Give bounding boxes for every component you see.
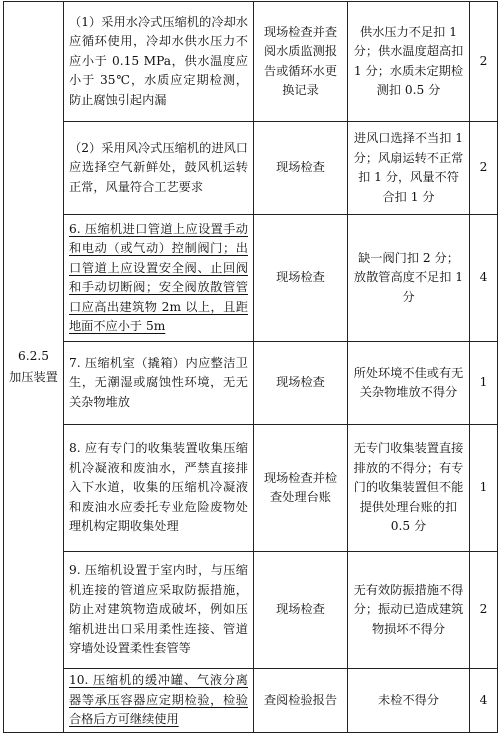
table-row [4, 215, 498, 342]
requirement-content [64, 215, 254, 342]
requirement-content: （1）采用水冷式压缩机的冷却水应循环使用，冷却水供水压力不应小于 0.15 MPa，供水温度应小于 35℃，水质应定期检测，防止腐蚀引起内漏 [64, 2, 254, 122]
inspection-method: 现场检查 [254, 122, 348, 215]
scoring-criteria: 无专门收集装置直接排放的不得分；有专门的收集装置但不能提供处理台账的扣 0.5 分 [348, 425, 470, 552]
inspection-method: 现场检查并检查处理台账 [254, 425, 348, 552]
table-row [4, 122, 498, 215]
section-cell [4, 2, 64, 733]
inspection-method: 现场检查 [254, 215, 348, 342]
score-value: 1 [470, 342, 498, 425]
scoring-criteria: 未检不得分 [348, 669, 470, 733]
requirement-text: 6. 压缩机进口管道上应设置手动和电动（或气动）控制阀门；出口管道上应设置安全阀、止回阀和手动切断阀；安全阀放散管管口应高出建筑物 2m 以上，且距地面不应小于 5m [69, 221, 248, 333]
scoring-criteria: 供水压力不足扣 1 分；供水温度超高扣 1 分；水质未定期检测扣 0.5 分 [348, 2, 470, 122]
table-row [4, 2, 498, 122]
score-value: 2 [470, 552, 498, 669]
score-value: 4 [470, 215, 498, 342]
requirement-content: 7. 压缩机室（撬箱）内应整洁卫生，无潮湿或腐蚀性环境，无无关杂物堆放 [64, 342, 254, 425]
scoring-criteria: 进风口选择不当扣 1 分；风扇运转不正常扣 1 分，风量不符合扣 1 分 [348, 122, 470, 215]
requirement-content: 9. 压缩机设置于室内时，与压缩机连接的管道应采取防振措施，防止对建筑物造成破坏，例如压缩机进出口采用柔性连接、管道穿墙处设置柔性套管等 [64, 552, 254, 669]
score-value: 1 [470, 425, 498, 552]
table-row [4, 552, 498, 669]
section-code: 6.2.5 [17, 348, 49, 363]
table-row [4, 342, 498, 425]
scoring-criteria: 无有效防振措施不得分；振动已造成建筑物损坏不得分 [348, 552, 470, 669]
scoring-criteria: 缺一阀门扣 2 分；放散管高度不足扣 1 分 [348, 215, 470, 342]
inspection-method: 现场检查 [254, 342, 348, 425]
inspection-method: 现场检查并查阅水质监测报告或循环水更换记录 [254, 2, 348, 122]
requirement-text: 10. 压缩机的缓冲罐、气液分离器等承压容器应定期检验，检验合格后方可继续使用 [69, 673, 248, 726]
evaluation-table [3, 1, 498, 733]
inspection-method: 查阅检验报告 [254, 669, 348, 733]
score-value: 2 [470, 122, 498, 215]
requirement-content [64, 669, 254, 733]
inspection-method: 现场检查 [254, 552, 348, 669]
requirement-content: 8. 应有专门的收集装置收集压缩机冷凝液和废油水，严禁直接排入下水道，收集的压缩机冷凝液和废油水应委托专业危险废物处理机构定期收集处理 [64, 425, 254, 552]
section-name: 加压装置 [9, 369, 58, 384]
score-value: 4 [470, 669, 498, 733]
table-row [4, 669, 498, 733]
score-value: 2 [470, 2, 498, 122]
scoring-criteria: 所处环境不佳或有无关杂物堆放不得分 [348, 342, 470, 425]
table-row [4, 425, 498, 552]
requirement-content: （2）采用风冷式压缩机的进风口应选择空气新鲜处，鼓风机运转正常，风量符合工艺要求 [64, 122, 254, 215]
